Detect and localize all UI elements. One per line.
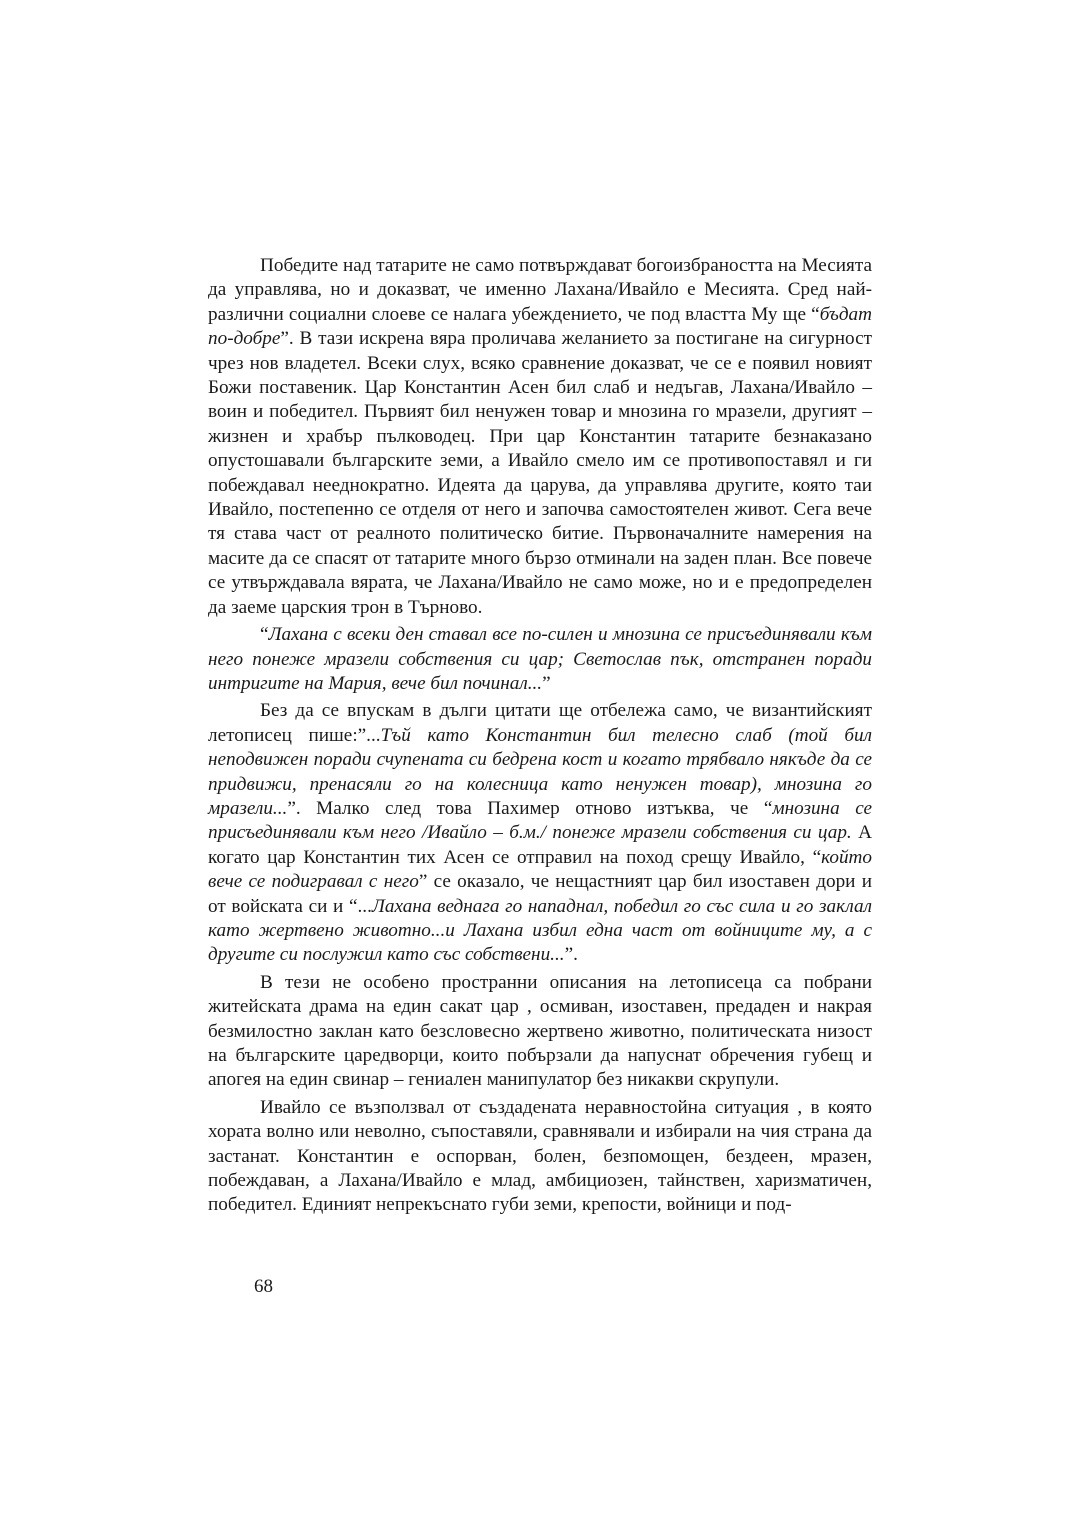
paragraph-4: В тези не особено пространни описания на летописеца са побрани житейската драма на един сакат цар , осмиван, изоставен, предаден и накрая безмилостно заклан като безсловесно жертвено животно, политическата низост на българските царедворци, които побързали да напуснат обречения губещ и апогея на един свинар – гениален манипулатор без никакви скрупули. xyxy=(208,971,872,1091)
paragraph-3: Без да се впускам в дълги цитати ще отбележа само, че византийският летописец пише:”...Тъй като Константин бил телесно слаб (той бил неподвижен поради счупената си бедрена кост и когато трябвало някъде да се придвижи, пренасяли го на колесница като ненужен товар), мнозина го мразели...”. Малко след това Пахимер отново изтъква, че “мнозина се присъединявали към него /Ивайло – б.м./ понеже мразели собствения си цар. А когато цар Константин тих Асен се отправил на поход срещу Ивайло, “който вече се подигравал с него” се оказало, че нещастният цар бил изоставен дори и от войската си и “...Лахана веднага го нападнал, победил го със сила и го заклал като жертвено животно...и Лахана избил една част от войниците му, а с другите си послужил като със собствени...”. xyxy=(208,700,873,966)
paragraph-1: Победите над татарите не само потвърждават богоизбраността на Месията да управлява, но и доказват, че именно Лахана/Ивайло е Месията. Сред най-различни социални слоеве се налага убеждението, че под властта Му ще “бъдат по-добре”. В тази искрена вяра проличава желанието за постигане на сигурност чрез нов владетел. Всеки слух, всяко сравнение доказват, че се е появил новият Божи поставеник. Цар Константин Асен бил слаб и недъгав, Лахана/Ивайло – воин и победител. Първият бил ненужен товар и мнозина го мразели, другият – жизнен и храбър пълководец. При цар Константин татарите безнаказано опустошавали българските земи, а Ивайло смело им се противопоставял и ги побеждавал нееднократно. Идеята да царува, да управлява другите, която таи Ивайло, постепенно се отделя от него и започва самостоятелен живот. Сега вече тя става част от реалното политическо битие. Първоначалните намерения на масите да се спасят от татарите много бързо отминали на заден план. Все повече се утвърждавала вярата, че Лахана/Ивайло не само може, но и е предопределен да заеме царския трон в Търново. xyxy=(208,255,873,618)
body-text xyxy=(208,254,872,1221)
paragraph-5: Ивайло се възползвал от създадената неравностойна ситуация , в която хората волно или неволно, съпоставяли, сравнявали и избирали на чия страна да застанат. Константин е оспорван, болен, безпомощен, бездеен, мразен, побеждаван, а Лахана/Ивайло е млад, амбициозен, тайнствен, харизматичен, победител. Единият непрекъснато губи земи, крепости, войници и под- xyxy=(208,1096,872,1216)
page-number: 68 xyxy=(254,1276,273,1297)
quote-paragraph: “Лахана с всеки ден ставал все по-силен и мнозина се присъединявали към него понеже мразели собствения си цар; Светослав пък, отстранен поради интригите на Мария, вече бил починал...” xyxy=(208,624,872,694)
